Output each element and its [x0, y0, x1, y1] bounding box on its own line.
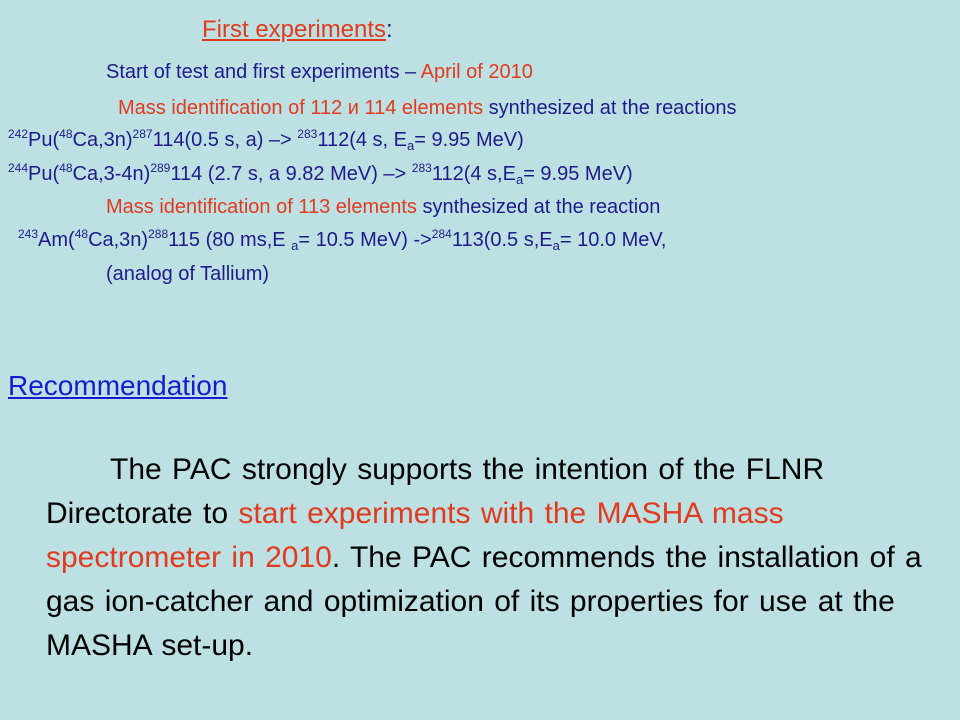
- r3-t3: 115 (80 ms,E: [168, 229, 292, 251]
- start-date: April of 2010: [420, 61, 533, 83]
- r1-t3: 114(0.5 s, a) –>: [152, 129, 298, 151]
- r1-mass-a1: 242: [8, 127, 29, 141]
- r2-sub: a: [515, 172, 524, 187]
- r2-mass-a2: 48: [59, 161, 73, 175]
- r1-mass-a4: 283: [297, 127, 318, 141]
- r2-t4: 112(4 s,E: [431, 163, 516, 185]
- first-experiments-link[interactable]: First experiments: [202, 16, 387, 43]
- heading-colon: :: [386, 16, 393, 43]
- r1-mass-a3: 287: [132, 127, 153, 141]
- analog-line: (analog of Tallium): [106, 263, 270, 285]
- r3-t5: 113(0.5 s,E: [451, 229, 553, 251]
- mass-id-112-line: [118, 96, 737, 120]
- r1-t4: 112(4 s, E: [317, 129, 408, 151]
- r3-t6: = 10.0 MeV,: [559, 229, 667, 251]
- r3-mass-a3: 288: [148, 227, 169, 241]
- mass-id-113-blue: synthesized at the reaction: [416, 196, 661, 218]
- start-line: [106, 60, 533, 84]
- reaction-1: [8, 128, 524, 152]
- r2-mass-a4: 283: [411, 161, 432, 175]
- r2-mass-a3: 289: [150, 161, 171, 175]
- mass-id-112-blue: synthesized at the reactions: [483, 97, 737, 119]
- mass-id-113-line: [106, 195, 660, 219]
- mass-id-112-red: Mass identification of 112 и 114 elements: [118, 97, 484, 119]
- r2-t2: Ca,3-4n): [72, 163, 151, 185]
- start-prefix: Start of test: [106, 61, 214, 83]
- r1-sub: a: [407, 138, 415, 153]
- r3-mass-a4: 284: [431, 227, 452, 241]
- mass-id-113-red: Mass identification of 113 elements: [106, 196, 417, 218]
- r3-t4: = 10.5 MeV) ->: [298, 229, 432, 251]
- r3-mass-a2: 48: [74, 227, 89, 241]
- reaction-2: [8, 162, 633, 186]
- r2-t3: 114 (2.7 s, a 9.82 MeV) –>: [170, 163, 412, 185]
- reaction-3: [18, 228, 666, 252]
- r3-sub2: a: [552, 238, 560, 253]
- rec-text-2: . The PAC recommends the installation of a gas ion-catcher and optimization of its properties for use at the MASHA set-up.: [46, 541, 922, 662]
- r3-t1: Am(: [38, 229, 75, 251]
- r2-t1: Pu(: [28, 163, 60, 185]
- heading: [202, 15, 393, 45]
- r1-t2: Ca,3n): [72, 129, 133, 151]
- r2-t5: = 9.95 MeV): [523, 163, 633, 185]
- r2-mass-a1: 244: [8, 161, 29, 175]
- r3-t2: Ca,3n): [88, 229, 149, 251]
- start-middle: and first experiments –: [213, 61, 421, 83]
- r1-t5: = 9.95 MeV): [414, 129, 524, 151]
- rec-text-1: The PAC strongly supports the intention of the FLNR Directorate to: [46, 453, 825, 530]
- recommendation-heading[interactable]: Recommendation: [8, 370, 228, 401]
- r1-t1: Pu(: [28, 129, 60, 151]
- r3-mass-a1: 243: [18, 227, 39, 241]
- rec-text-highlight: start experiments with the MASHA mass spectrometer in 2010: [46, 497, 784, 574]
- recommendation-paragraph: [46, 448, 946, 668]
- r1-mass-a2: 48: [59, 127, 73, 141]
- r3-sub1: a: [291, 238, 299, 253]
